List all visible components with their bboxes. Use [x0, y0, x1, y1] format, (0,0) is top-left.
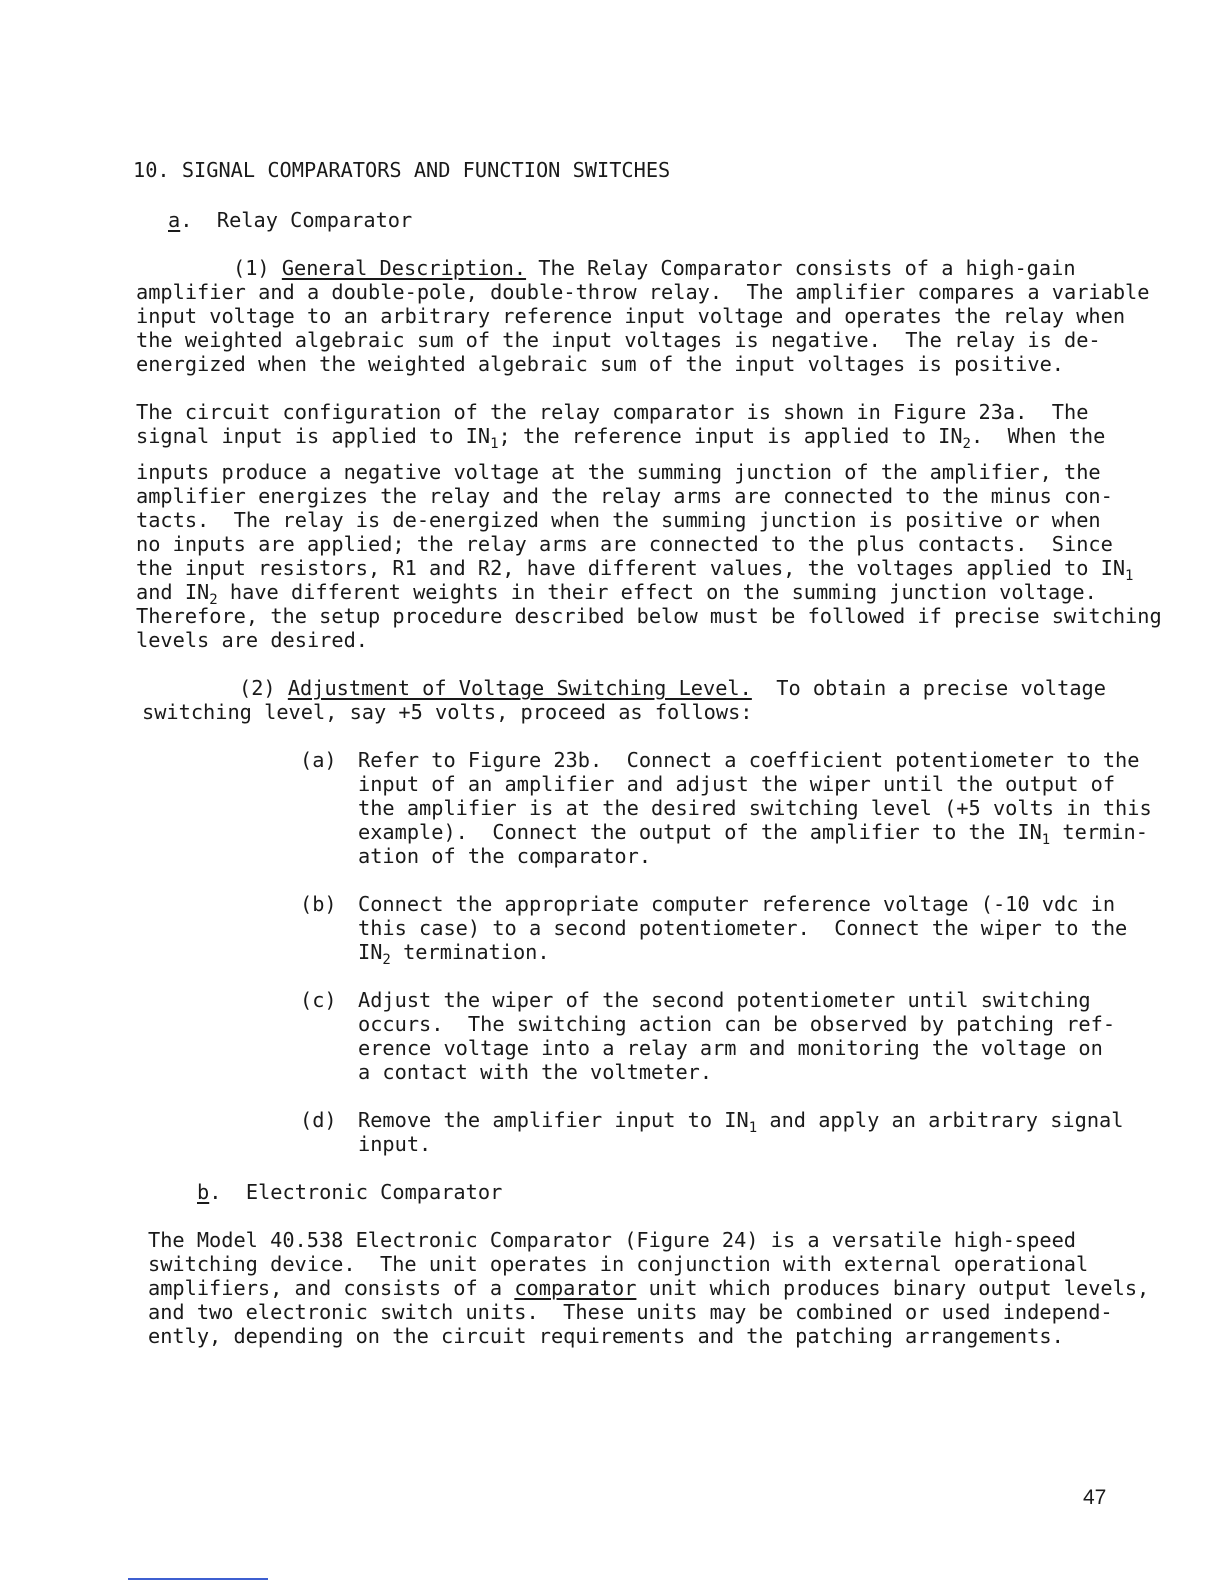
para1-number: (1)	[233, 256, 282, 280]
step-d-line: input.	[358, 1132, 432, 1156]
section-heading: 10. SIGNAL COMPARATORS AND FUNCTION SWITCHES	[133, 158, 671, 182]
para1-line: the weighted algebraic sum of the input voltages is negative. The relay is de-	[136, 328, 1101, 352]
step-a-line: ation of the comparator.	[358, 844, 652, 868]
step-a-line: the amplifier is at the desired switching level (+5 volts in this	[358, 796, 1152, 820]
step-c-line: occurs. The switching action can be observed by patching ref-	[358, 1012, 1116, 1036]
para3-line1	[239, 676, 1106, 700]
para1-line: amplifier and a double-pole, double-throw relay. The amplifier compares a variable	[136, 280, 1150, 304]
para2-line: and $IN_2$ have different weights in their effect on the summing junction voltage.	[136, 580, 1097, 608]
step-c-line: a contact with the voltmeter.	[358, 1060, 713, 1084]
step-b-label: (b)	[300, 892, 337, 916]
para2-line: The circuit configuration of the relay comparator is shown in Figure 23a. The	[136, 400, 1089, 424]
para2-line: signal input is applied to $IN_1$; the reference input is applied to $IN_2$. When the	[136, 424, 1106, 452]
para1-line1-rest: The Relay Comparator consists of a high-gain	[526, 256, 1076, 280]
para2-line: Therefore, the setup procedure described below must be followed if precise switching	[136, 604, 1162, 628]
subsection-a-letter: a	[168, 208, 181, 232]
para3-number: (2)	[239, 676, 288, 700]
step-c-line: erence voltage into a relay arm and monitoring the voltage on	[358, 1036, 1103, 1060]
step-b-line: Connect the appropriate computer reference voltage (-10 vdc in	[358, 892, 1116, 916]
page-number: 47	[1083, 1486, 1107, 1509]
para4-line: and two electronic switch units. These units may be combined or used independ-	[148, 1300, 1113, 1324]
step-a-label: (a)	[300, 748, 337, 772]
step-b-line: $IN_2$ termination.	[358, 940, 550, 968]
para2-line: inputs produce a negative voltage at the summing junction of the amplifier, the	[136, 460, 1101, 484]
para4-line: amplifiers, and consists of a comparator unit which produces binary output levels,	[148, 1276, 1150, 1300]
para3-line1-rest: To obtain a precise voltage	[751, 676, 1106, 700]
scan-edge-stripe	[128, 1578, 268, 1580]
step-b-line: this case) to a second potentiometer. Connect the wiper to the	[358, 916, 1128, 940]
step-d-line: Remove the amplifier input to $IN_1$ and apply an arbitrary signal	[358, 1108, 1124, 1136]
para1-heading: General Description.	[281, 256, 527, 280]
para3-heading: Adjustment of Voltage Switching Level.	[287, 676, 752, 700]
step-a-line: Refer to Figure 23b. Connect a coefficient potentiometer to the	[358, 748, 1140, 772]
subsection-b-title: Electronic Comparator	[245, 1180, 503, 1204]
para2-line: tacts. The relay is de-energized when the summing junction is positive or when	[136, 508, 1101, 532]
para2-line: the input resistors, R1 and R2, have different values, the voltages applied to $IN_1$	[136, 556, 1134, 584]
step-d-label: (d)	[300, 1108, 337, 1132]
para2-line: no inputs are applied; the relay arms are connected to the plus contacts. Since	[136, 532, 1113, 556]
subsection-b-letter: b	[197, 1180, 210, 1204]
para1-line: energized when the weighted algebraic sum of the input voltages is positive.	[136, 352, 1064, 376]
para4-line: switching device. The unit operates in conjunction with external operational	[148, 1252, 1089, 1276]
para3-line2: switching level, say +5 volts, proceed as follows:	[142, 700, 753, 724]
subsection-b-heading: b. Electronic Comparator	[197, 1180, 503, 1204]
para2-line: levels are desired.	[136, 628, 368, 652]
para2-line: amplifier energizes the relay and the relay arms are connected to the minus con-	[136, 484, 1113, 508]
para1-line1	[233, 256, 1076, 280]
para1-line: input voltage to an arbitrary reference input voltage and operates the relay when	[136, 304, 1126, 328]
step-a-line: input of an amplifier and adjust the wiper until the output of	[358, 772, 1116, 796]
step-c-line: Adjust the wiper of the second potentiometer until switching	[358, 988, 1091, 1012]
subsection-a-title: Relay Comparator	[216, 208, 413, 232]
step-c-label: (c)	[300, 988, 337, 1012]
para4-line: ently, depending on the circuit requirements and the patching arrangements.	[148, 1324, 1064, 1348]
subsection-a-heading: a. Relay Comparator	[168, 208, 413, 232]
para4-line: The Model 40.538 Electronic Comparator (Figure 24) is a versatile high-speed	[148, 1228, 1076, 1252]
step-a-line: example). Connect the output of the amplifier to the $IN_1$ termin-	[358, 820, 1148, 848]
